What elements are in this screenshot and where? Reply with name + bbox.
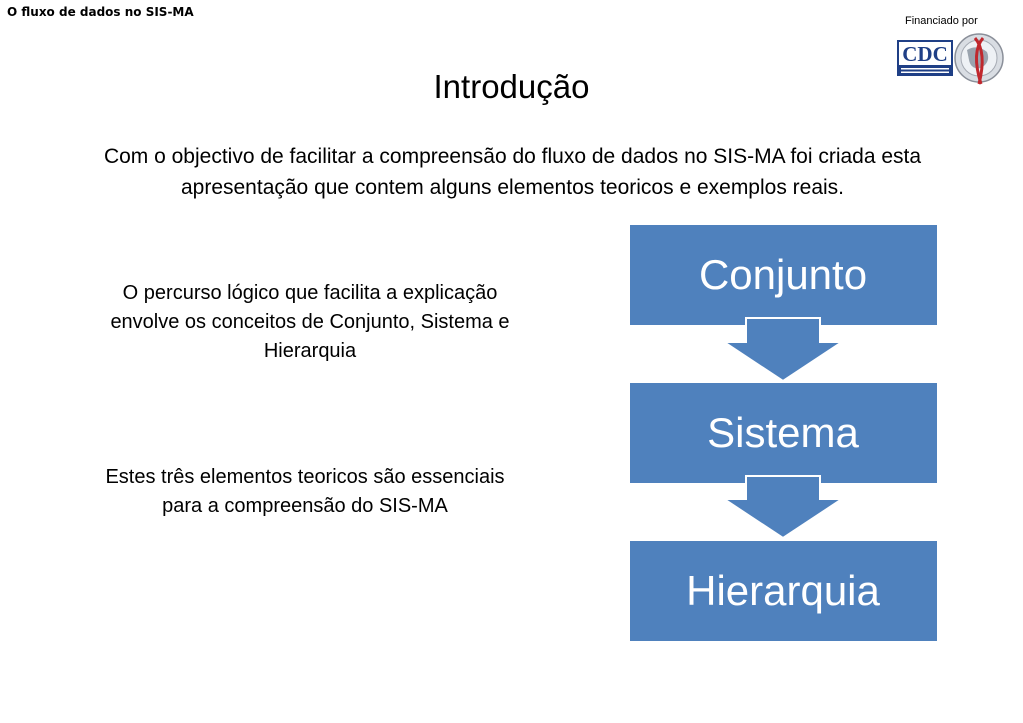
importance-paragraph: Estes três elementos teoricos são essenciais para a compreensão do SIS-MA (105, 466, 505, 517)
flow-label-sistema: Sistema (707, 409, 859, 456)
flow-label-conjunto: Conjunto (698, 251, 868, 298)
sponsor-label: Financiado por (905, 15, 978, 27)
flow-arrow-2 (724, 476, 842, 538)
concepts-paragraph: O percurso lógico que facilita a explicação envolve os conceitos de Conjunto, Sistema e Hierarquia (110, 282, 510, 362)
flow-arrow-1 (724, 318, 842, 381)
slide-title: Introdução (433, 68, 590, 105)
header-title: O fluxo de dados no SIS-MA (7, 5, 194, 19)
flow-label-hierarquia: Hierarquia (686, 567, 880, 614)
flow-diagram (620, 220, 950, 650)
cdc-logo-text: CDC (902, 42, 948, 66)
intro-text: Com o objectivo de facilitar a compreensão do fluxo de dados no SIS-MA foi criada esta apresentação que contem alguns elementos teoricos e exemplos reais. (103, 145, 922, 199)
